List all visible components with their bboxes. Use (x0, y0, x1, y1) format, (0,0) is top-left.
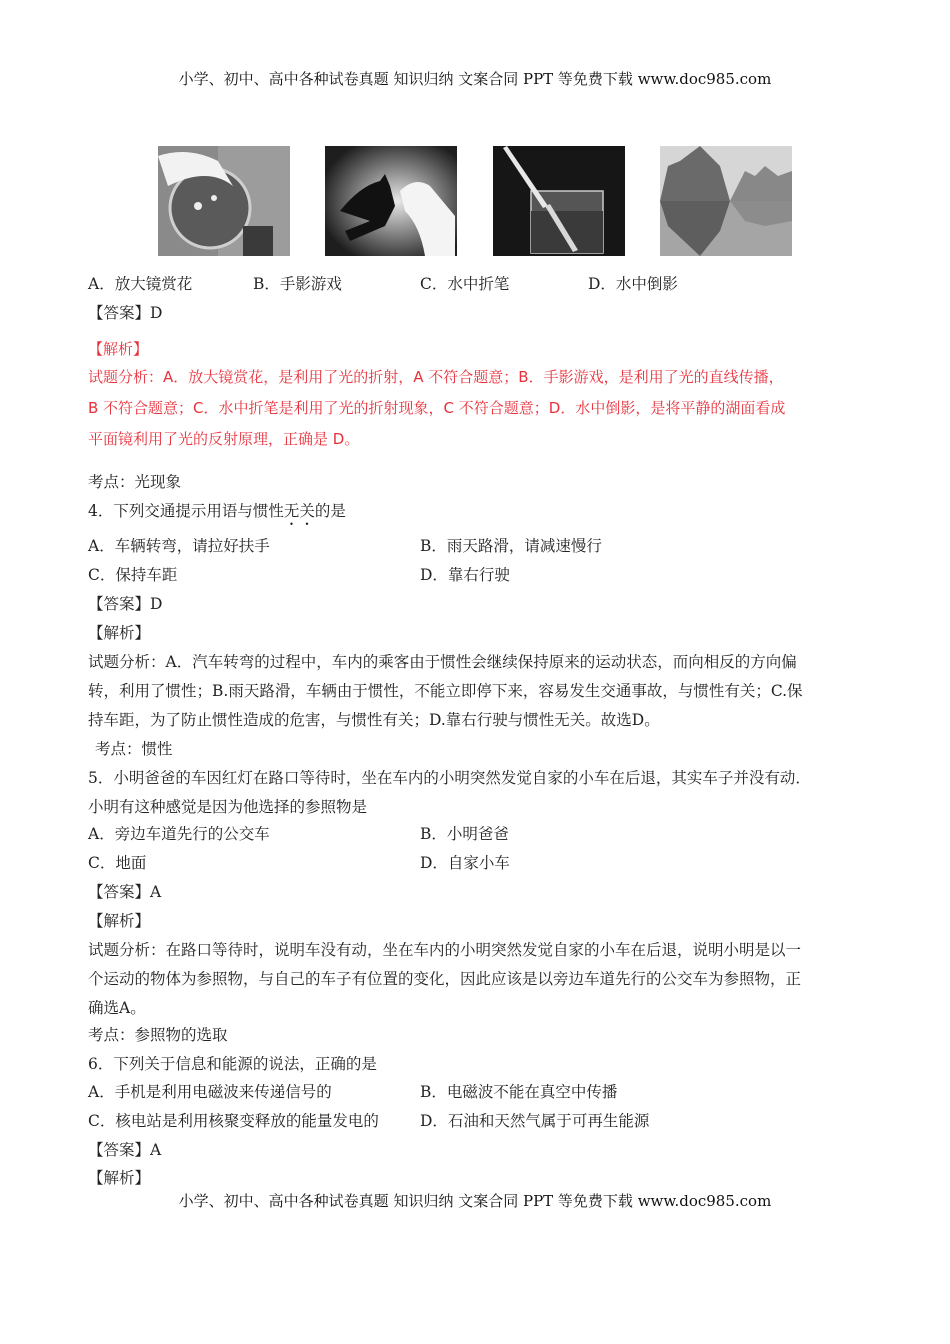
q5-answer: 【答案】A (88, 883, 162, 901)
q4-answer: 【答案】D (88, 595, 163, 613)
q6-option-c: C．核电站是利用核聚变释放的能量发电的 (88, 1112, 379, 1130)
q6-option-b: B．电磁波不能在真空中传播 (420, 1083, 618, 1101)
q5-stem-line-2: 小明有这种感觉是因为他选择的参照物是 (88, 798, 368, 816)
page-footer-banner: 小学、初中、高中各种试卷真题 知识归纳 文案合同 PPT 等免费下载 www.doc985.com (178, 1192, 772, 1210)
magnifier-flower-photo (158, 146, 290, 256)
q6-option-d: D．石油和天然气属于可再生能源 (420, 1112, 650, 1130)
q5-option-c: C．地面 (88, 854, 147, 872)
water-reflection-photo (660, 146, 792, 256)
q6-analysis-label: 【解析】 (88, 1169, 151, 1187)
q4-stem-emphasis: 无关 (283, 502, 315, 520)
q5-analysis-label: 【解析】 (88, 912, 151, 930)
q4-option-b: B．雨天路滑，请减速慢行 (420, 537, 602, 555)
q3-analysis-line-1: 试题分析：A．放大镜赏花，是利用了光的折射，A 不符合题意；B．手影游戏，是利用了光的直线传播， (88, 368, 784, 386)
page-header-banner: 小学、初中、高中各种试卷真题 知识归纳 文案合同 PPT 等免费下载 www.doc985.com (178, 70, 772, 88)
q3-answer: 【答案】D (88, 304, 163, 322)
q5-stem-line-1: 5．小明爸爸的车因红灯在路口等待时，坐在车内的小明突然发觉自家的小车在后退，其实车子并没有动． (88, 769, 811, 787)
q3-analysis-label: 【解析】 (88, 340, 149, 358)
q6-option-a: A．手机是利用电磁波来传递信号的 (88, 1083, 332, 1101)
q5-option-d: D．自家小车 (420, 854, 510, 872)
q5-analysis-line-1: 试题分析：在路口等待时，说明车没有动，坐在车内的小明突然发觉自家的小车在后退，说明小明是以一 (88, 941, 802, 959)
q4-option-a: A．车辆转弯，请拉好扶手 (88, 537, 270, 555)
q3-kaodian: 考点：光现象 (88, 473, 182, 491)
q3-option-b: B．手影游戏 (253, 275, 342, 293)
q4-analysis-line-3: 持车距，为了防止惯性造成的危害，与惯性有关；D.靠右行驶与惯性无关。故选D。 (88, 711, 660, 729)
q5-kaodian: 考点：参照物的选取 (88, 1026, 228, 1044)
q5-option-b: B．小明爸爸 (420, 825, 509, 843)
q4-analysis-label: 【解析】 (88, 624, 151, 642)
q4-option-d: D．靠右行驶 (420, 566, 510, 584)
q4-stem: 4．下列交通提示用语与惯性无关的是 (88, 502, 346, 520)
q5-option-a: A．旁边车道先行的公交车 (88, 825, 270, 843)
q6-answer: 【答案】A (88, 1141, 162, 1159)
q3-analysis-line-2: B 不符合题意；C．水中折笔是利用了光的折射现象，C 不符合题意；D．水中倒影，是将平静的湖面看成 (88, 399, 786, 417)
q4-option-c: C．保持车距 (88, 566, 178, 584)
q3-option-d: D．水中倒影 (588, 275, 678, 293)
q5-analysis-line-3: 确选A。 (88, 999, 146, 1017)
q6-stem: 6．下列关于信息和能源的说法，正确的是 (88, 1055, 377, 1073)
hand-shadow-photo (325, 146, 457, 256)
q4-analysis-line-2: 转，利用了惯性；B.雨天路滑，车辆由于惯性，不能立即停下来，容易发生交通事故，与惯性有关；C.保 (88, 682, 803, 700)
q5-analysis-line-2: 个运动的物体为参照物，与自己的车子有位置的变化，因此应该是以旁边车道先行的公交车为参照物，正 (88, 970, 802, 988)
q3-option-c: C．水中折笔 (420, 275, 510, 293)
q3-analysis-line-3: 平面镜利用了光的反射原理，正确是 D。 (88, 430, 360, 448)
q3-image-row (0, 146, 950, 256)
q4-analysis-line-1: 试题分析：A．汽车转弯的过程中，车内的乘客由于惯性会继续保持原来的运动状态，而向相反的方向偏 (88, 653, 797, 671)
bent-pen-in-water-photo (493, 146, 625, 256)
q3-option-a: A．放大镜赏花 (88, 275, 193, 293)
q4-kaodian: 考点：惯性 (95, 740, 173, 758)
